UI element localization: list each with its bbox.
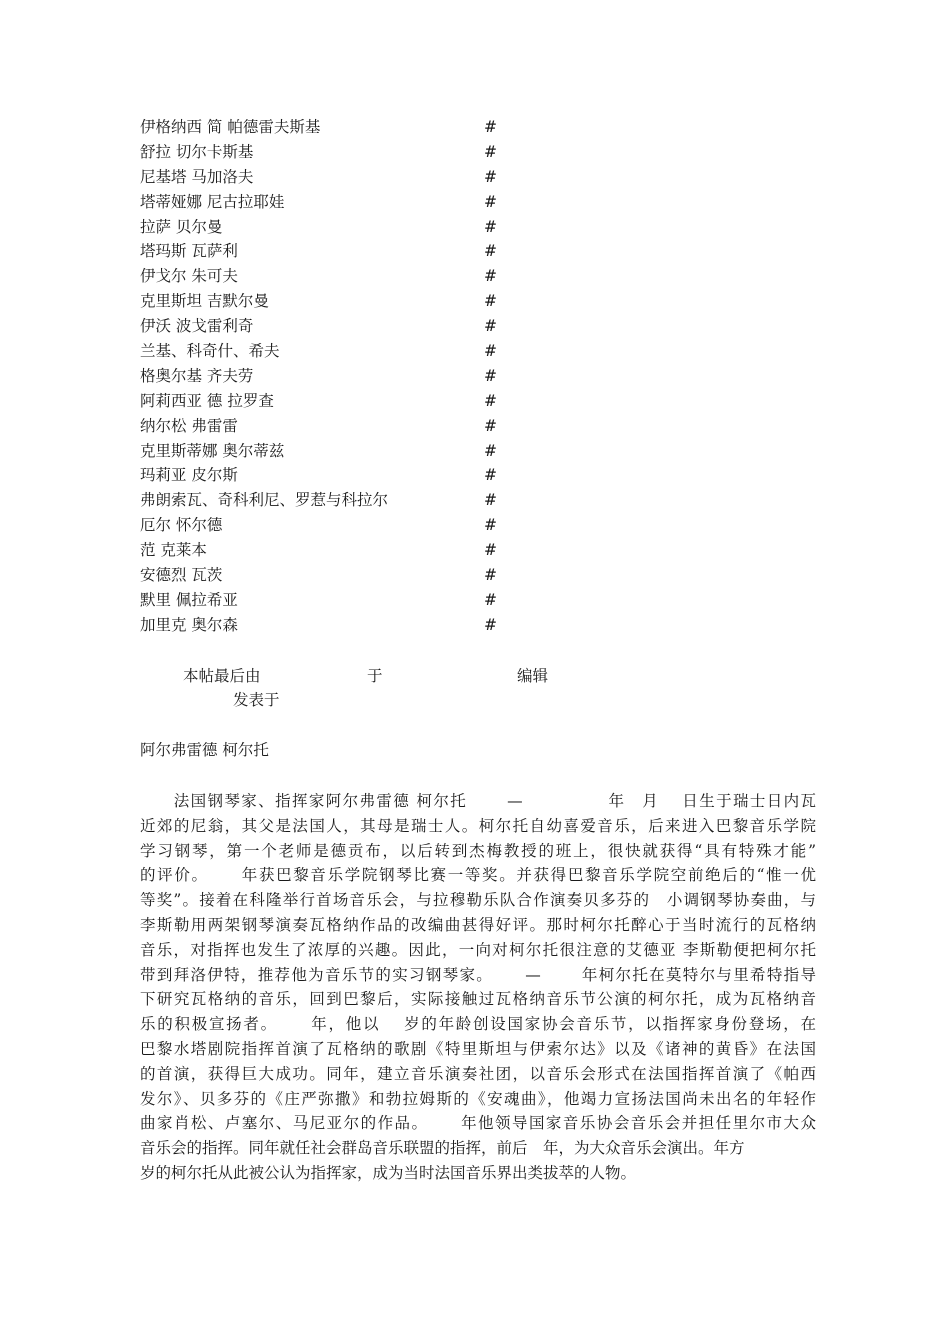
list-item-mark: # — [484, 342, 497, 361]
list-item-name: 纳尔松 弗雷雷 — [140, 416, 238, 435]
paragraph-line: 法国钢琴家、指挥家阿尔弗雷德 柯尔托 — 年 月 日生于瑞士日内瓦 — [140, 792, 816, 810]
list-item-name: 克里斯坦 吉默尔曼 — [140, 292, 269, 311]
list-item — [140, 339, 500, 364]
list-item-name: 默里 佩拉希亚 — [140, 590, 238, 609]
paragraph-line: 李斯勒用两架钢琴演奏瓦格纳作品的改编曲甚得好评。那时柯尔托醉心于当时流行的瓦格纳 — [140, 915, 816, 934]
paragraph-line: 的评价。 年获巴黎音乐学院钢琴比赛一等奖。并获得巴黎音乐学院空前绝后的“惟一优 — [140, 866, 816, 885]
paragraph-line: 音乐会的指挥。同年就任社会群岛音乐联盟的指挥，前后 年，为大众音乐会演出。年方 — [140, 1139, 745, 1158]
list-item — [140, 190, 500, 215]
list-item-name: 尼基塔 马加洛夫 — [140, 167, 254, 186]
list-item-name: 安德烈 瓦茨 — [140, 566, 223, 585]
edit-note — [183, 664, 603, 688]
list-item — [140, 389, 500, 414]
name-list — [140, 115, 500, 638]
list-item-mark: # — [484, 267, 497, 286]
list-item-mark: # — [484, 590, 497, 609]
list-item-name: 舒拉 切尔卡斯基 — [140, 142, 254, 161]
paragraph-line: 岁的柯尔托从此被公认为指挥家，成为当时法国音乐界出类拔萃的人物。 — [140, 1163, 637, 1182]
list-item-name: 伊格纳西 简 帕德雷夫斯基 — [140, 118, 321, 136]
list-item-mark: # — [484, 167, 497, 186]
list-item — [140, 115, 500, 140]
edit-note-middle: 于 — [367, 667, 383, 685]
list-item — [140, 538, 500, 563]
post-note: 发表于 — [233, 691, 280, 709]
list-item-mark: # — [484, 566, 497, 585]
paragraph-line: 下研究瓦格纳的音乐，回到巴黎后，实际接触过瓦格纳音乐节公演的柯尔托，成为瓦格纳音 — [140, 990, 816, 1009]
list-item — [140, 513, 500, 538]
list-item — [140, 314, 500, 339]
paragraph-line: 巴黎水塔剧院指挥首演了瓦格纳的歌剧《特里斯坦与伊索尔达》以及《诸神的黄昏》在法国 — [140, 1039, 816, 1058]
list-item — [140, 364, 500, 389]
list-item-name: 玛莉亚 皮尔斯 — [140, 466, 238, 485]
list-item-name: 格奥尔基 齐夫劳 — [140, 366, 254, 385]
list-item-mark: # — [484, 192, 497, 211]
list-item-name: 兰基、科奇什、希夫 — [140, 342, 280, 361]
list-item-mark: # — [484, 366, 497, 385]
list-item-mark: # — [484, 441, 497, 460]
list-item — [140, 463, 500, 488]
paragraph-line: 曲家肖松、卢塞尔、马尼亚尔的作品。 年他领导国家音乐协会音乐会并担任里尔市大众 — [140, 1114, 816, 1133]
list-item-name: 克里斯蒂娜 奥尔蒂兹 — [140, 441, 285, 460]
list-item-mark: # — [484, 416, 497, 435]
paragraph-line: 近郊的尼翁，其父是法国人，其母是瑞士人。柯尔托自幼喜爱音乐，后来进入巴黎音乐学院 — [140, 816, 816, 835]
paragraph-line: 等奖”。接着在科隆举行首场音乐会，与拉穆勒乐队合作演奏贝多芬的 小调钢琴协奏曲，与 — [140, 891, 816, 910]
paragraph-line: 学习钢琴，第一个老师是德贡布，以后转到杰梅教授的班上，很快就获得“具有特殊才能” — [140, 841, 816, 860]
edit-note-prefix: 本帖最后由 — [183, 667, 261, 685]
list-item-name: 塔玛斯 瓦萨利 — [140, 242, 238, 261]
paragraph-line: 音乐，对指挥也发生了浓厚的兴趣。因此，一向对柯尔托很注意的艾德亚 李斯勒便把柯尔托 — [140, 940, 816, 959]
list-item-mark: # — [484, 466, 497, 485]
list-item-name: 伊沃 波戈雷利奇 — [140, 317, 254, 336]
edit-note-suffix: 编辑 — [517, 667, 549, 685]
list-item — [140, 264, 500, 289]
list-item — [140, 563, 500, 588]
list-item — [140, 414, 500, 439]
biography-paragraph — [140, 789, 816, 1186]
list-item-name: 塔蒂娅娜 尼古拉耶娃 — [140, 192, 285, 211]
list-item — [140, 488, 500, 513]
list-item-mark: # — [484, 615, 497, 634]
list-item-mark: # — [484, 317, 497, 336]
list-item — [140, 165, 500, 190]
list-item-mark: # — [484, 491, 497, 510]
list-item-mark: # — [484, 391, 497, 410]
paragraph-line: 发尔》、贝多芬的《庄严弥撒》和勃拉姆斯的《安魂曲》，他竭力宣扬法国尚未出名的年轻作 — [140, 1089, 816, 1108]
list-item-name: 范 克莱本 — [140, 541, 207, 560]
list-item-name: 阿莉西亚 德 拉罗查 — [140, 391, 274, 410]
list-item-mark: # — [484, 242, 497, 261]
list-item — [140, 215, 500, 240]
list-item-mark: # — [484, 292, 497, 311]
list-item — [140, 239, 500, 264]
list-item — [140, 439, 500, 464]
list-item — [140, 289, 500, 314]
list-item — [140, 588, 500, 613]
list-item-mark: # — [484, 118, 497, 136]
list-item-name: 拉萨 贝尔曼 — [140, 217, 223, 236]
list-item-mark: # — [484, 142, 497, 161]
list-item — [140, 140, 500, 165]
list-item-name: 弗朗索瓦、奇科利尼、罗惹与科拉尔 — [140, 491, 389, 510]
list-item-name: 厄尔 怀尔德 — [140, 516, 223, 535]
paragraph-line: 带到拜洛伊特，推荐他为音乐节的实习钢琴家。 — 年柯尔托在莫特尔与里希特指导 — [140, 965, 816, 984]
paragraph-line: 的首演，获得巨大成功。同年，建立音乐演奏社团，以音乐会形式在法国指挥首演了《帕西 — [140, 1064, 816, 1083]
list-item-mark: # — [484, 516, 497, 535]
list-item-name: 伊戈尔 朱可夫 — [140, 267, 238, 286]
list-item-mark: # — [484, 541, 497, 560]
list-item — [140, 613, 500, 638]
list-item-name: 加里克 奥尔森 — [140, 615, 238, 634]
section-heading: 阿尔弗雷德 柯尔托 — [140, 741, 269, 759]
list-item-mark: # — [484, 217, 497, 236]
paragraph-line: 乐的积极宣扬者。 年，他以 岁的年龄创设国家协会音乐节，以指挥家身份登场，在 — [140, 1015, 816, 1034]
